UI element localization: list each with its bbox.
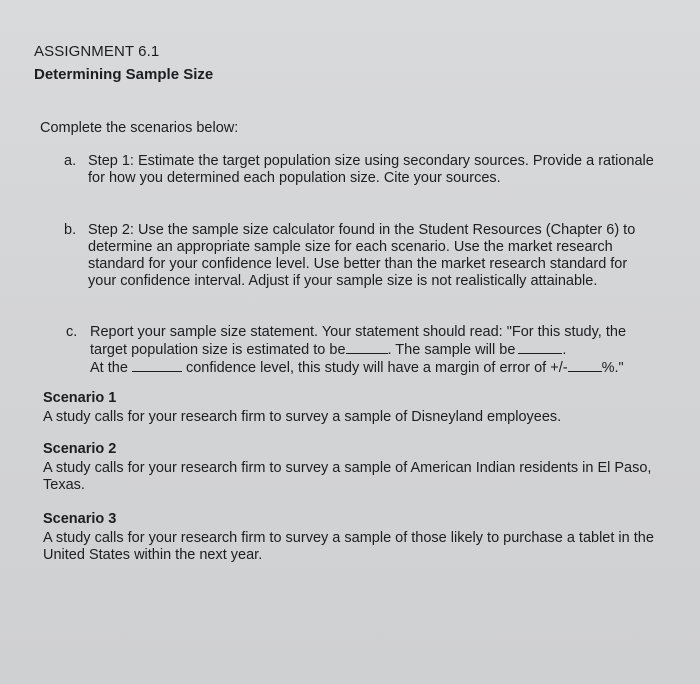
instructions-intro: Complete the scenarios below: [40,120,239,136]
step-c-line: Report your sample size statement. Your statement should read: "For this study, the [90,324,627,340]
scenario-title: Scenario 1 [43,390,117,406]
scenario-line: A study calls for your research firm to survey a sample of those likely to purchase a tablet in the [43,530,654,546]
step-a-line: for how you determined each population size. Cite your sources. [88,170,501,186]
confidence-level-blank [132,359,182,372]
scenario-line: United States within the next year. [43,547,263,563]
step-b-marker: b. [64,222,77,238]
step-c-text-segment: At the [90,360,128,376]
step-b-line: standard for your confidence level. Use better than the market research standard for [88,256,628,272]
step-c-text-segment: . [562,342,567,358]
step-b-line: Step 2: Use the sample size calculator found in the Student Resources (Chapter 6) to [88,222,636,238]
scenario-title: Scenario 3 [43,511,117,527]
step-c-text-segment: target population size is estimated to be [90,342,346,358]
step-b-line: determine an appropriate sample size for each scenario. Use the market research [88,239,613,255]
step-c-line [90,341,626,359]
assignment-title: ASSIGNMENT 6.1 [34,43,160,60]
scenario-line: A study calls for your research firm to survey a sample of Disneyland employees. [43,409,562,425]
scenario-1 [43,390,561,426]
step-c-text-segment: %." [601,360,624,376]
scenario-line: A study calls for your research firm to survey a sample of American Indian residents in El Paso, [43,460,652,476]
step-c-text-segment: confidence level, this study will have a margin of error of +/- [185,360,568,376]
population-size-blank [346,341,388,354]
step-b-line: your confidence interval. Adjust if your sample size is not realistically attainable. [88,273,598,289]
scenario-title: Scenario 2 [43,441,117,457]
assignment-subtitle: Determining Sample Size [34,66,214,83]
step-c-line [90,359,626,377]
step-a-line: Step 1: Estimate the target population size using secondary sources. Provide a rationale [88,153,654,169]
scenario-line: Texas. [43,477,85,493]
margin-of-error-blank [568,359,602,372]
step-c-text [90,324,626,377]
step-b-text [88,222,635,290]
step-c-marker: c. [66,324,78,340]
step-a-marker: a. [64,153,77,169]
sample-size-blank [518,341,562,354]
scenario-2 [43,441,651,494]
step-a-text [88,153,654,187]
step-c-text-segment: . The sample will be [387,342,516,358]
scenario-3 [43,511,654,564]
